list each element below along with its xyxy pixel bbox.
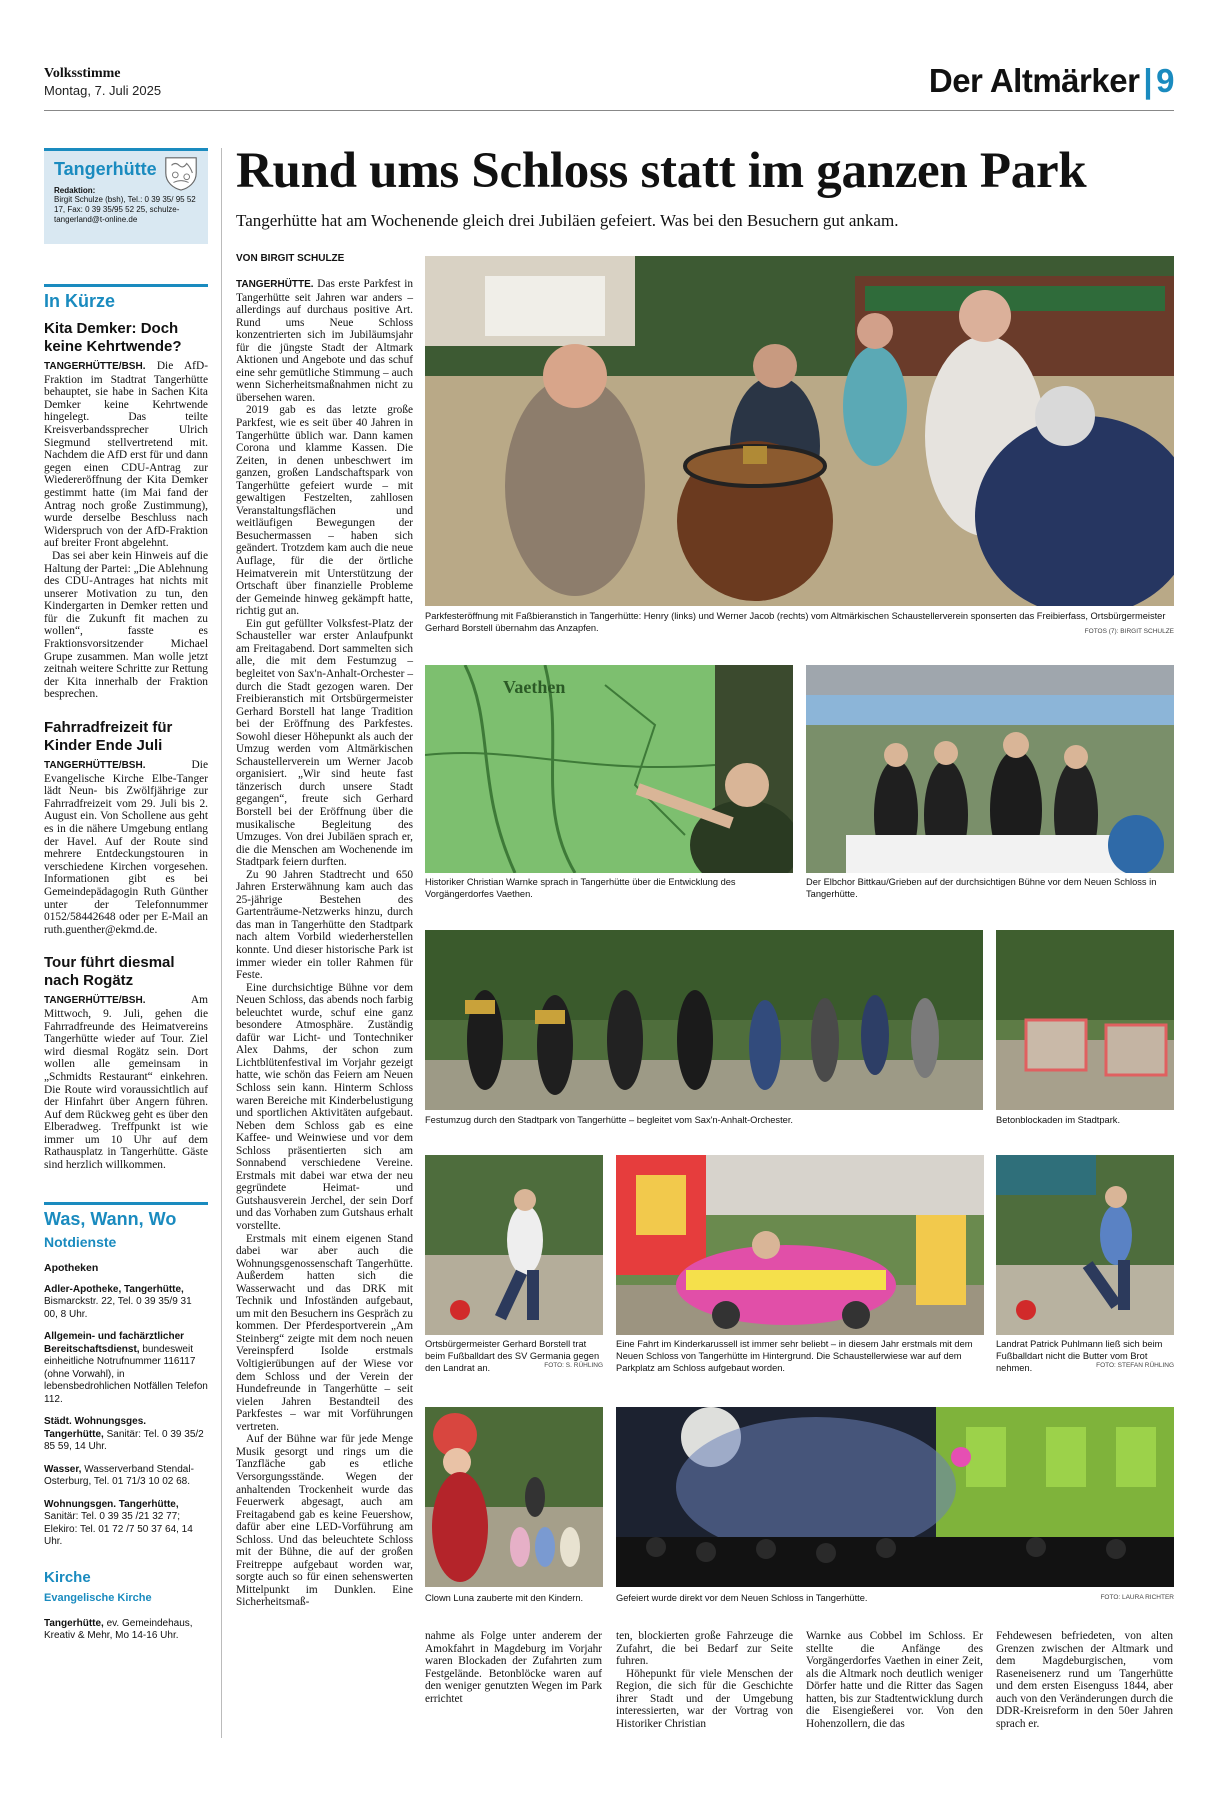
brief-body	[44, 759, 208, 936]
service-entry	[44, 1464, 208, 1489]
brief-text: Am Mittwoch, 9. Juli, gehen die Fahrradfreunde des Heimatvereins Tangerhütte wieder auf Tour. Ziel wird diesmal Rogätz sein. Dort wollen alle gemeinsam in „Schmidts Restaurant“ einkehren. Die Route wird voraussichtlich auf der Hinfahrt über Angern führen. Auf dem Rückweg geht es über den Elberadweg. Treffpunkt ist wie immer um 10 Uhr auf dem Rathausplatz in Tangerhütte. Gäste sind herzlich willkommen.	[44, 994, 208, 1172]
brief-text: Die AfD-Fraktion im Stadtrat Tangerhütte behauptet, sie habe in Sachen Kita Demker keine Kehrtwende hingelegt. Das teilte Kreisverbandssprecher Ulrich Siegmund stellvertretend mit. Nachdem die AfD erst für und dann gegen einen CDU-Antrag zur Wiedereröffnung der Kita Demker gestimmt hatte (im Mai fand der Antrag noch große Zustimmung), wurde derselbe Beschluss nach Widerspruch von der AfD-Fraktion auf breiter Front abgelehnt.	[44, 360, 208, 550]
article-paragraph: Das erste Parkfest in Tangerhütte seit Jahren war anders – allerdings auf durchaus positive Art. Rund ums Neue Schloss konzentrierten sich im Jubiläumsjahr für die jüngste Stadt der Altmark Aktionen und Angebote und das schuf eine sehr gemütliche Stimmung – auch wenn Sicherheitsmaßnahmen nicht zu übersehen waren.	[236, 278, 414, 404]
photo-caption: Gefeiert wurde direkt vor dem Neuen Schloss in Tangerhütte.	[616, 1593, 868, 1603]
church-entry	[44, 1618, 208, 1643]
photo-caption: Historiker Christian Warnke sprach in Tangerhütte über die Entwicklung des Vorgängerdorfes Vaethen.	[425, 877, 736, 899]
ev-kirche-heading: Evangelische Kirche	[44, 1591, 152, 1604]
brief-item	[44, 954, 208, 1171]
brief-lead: TANGERHÜTTE/BSH.	[44, 995, 146, 1007]
brief-body	[44, 360, 208, 701]
article-column	[996, 1630, 1173, 1730]
article-headline: Rund ums Schloss statt im ganzen Park	[236, 143, 1087, 199]
photo-carousel	[616, 1155, 984, 1335]
photo-choir	[806, 665, 1174, 873]
column-divider	[221, 148, 222, 1738]
article-paragraph: Warnke aus Cobbel im Schloss. Er stellte die Anfänge des Vorgängerdorfes Vaethen in einer Zeit, als die Altmark noch deutlich weniger Dörfer hatte und die Ritter das Sagen hatten, bis zur Stadtentwicklung durch die Eisengießerei vor. Von den Hohenzollern, die das	[806, 1630, 983, 1730]
town-crest-icon	[162, 153, 200, 193]
photo-mayor-football	[425, 1155, 603, 1335]
brief-lead: TANGERHÜTTE/BSH.	[44, 361, 146, 372]
article-column	[806, 1630, 983, 1730]
photo-caption: Ortsbürgermeister Gerhard Borstell trat beim Fußballdart des SV Germania gegen den Landrat an.	[425, 1339, 600, 1373]
brief-lead: TANGERHÜTTE/BSH.	[44, 760, 146, 772]
service-entry	[44, 1416, 208, 1454]
photo-historian-map	[425, 665, 793, 873]
town-name: Tangerhütte	[54, 159, 157, 179]
service-text: Sanitär: Tel. 0 39 35/2 85 59, 14 Uhr.	[44, 1428, 204, 1453]
photo-caption: Festumzug durch den Stadtpark von Tangerhütte – begleitet vom Sax'n-Anhalt-Orchester.	[425, 1115, 794, 1125]
article-paragraph: Auf der Bühne war für jede Menge Musik gesorgt und rings um die Tanzfläche gab es etliche Versorgungsstände. Wegen der anhaltenden Trockenheit wurde das Feuerwerk abgesagt, auch am Freitagabend gab es keine Feuershow, dafür aber eine LED-Vorführung am Schloss. Und das beleuchtete Schloss mit der Bühne, die auf der großen Freitreppe aufgebaut worden war, sorgte auch so für einen sehenswerten Mittelpunkt im Dunklen. Eine Sicherheitsmaß-	[236, 1433, 413, 1609]
brief-title: Fahrradfreizeit für Kinder Ende Juli	[44, 719, 173, 755]
town-box	[44, 148, 208, 244]
service-entry	[44, 1331, 208, 1406]
section-name: Der Altmärker	[928, 62, 1140, 99]
photo-caption: Parkfesteröffnung mit Faßbieranstich in Tangerhütte: Henry (links) und Werner Jacob (rechts) vom Altmärkischen Schaustellerverein sponserten das Freibierfass, Ortsbürgermeister Gerhard Borstell übernahm das Anzapfen.	[425, 611, 1166, 633]
brief-title: Tour führt diesmal nach Rogätz	[44, 954, 175, 990]
article-byline: VON BIRGIT SCHULZE	[236, 253, 345, 264]
in-kuerze-heading: In Kürze	[44, 284, 208, 312]
photo-caption: Landrat Patrick Puhlmann ließ sich beim Fußballdart nicht die Butter vom Brot nehmen.	[996, 1339, 1163, 1373]
brief-title: Kita Demker: Doch keine Kehrtwende?	[44, 320, 182, 355]
photo-barrel-tapping	[425, 256, 1174, 606]
article-paragraph: Eine durchsichtige Bühne vor dem Neuen Schloss, das abends noch farbig beleuchtet wurde, schuf eine ganz besondere Atmosphäre. Zuständig dafür war Licht- und Tontechniker Alex Dahms, der schon zum Lichtblütenfestival im Vorjahr gezeigt hatte, wie schön das Feiern am Neuen Schloss sein kann. Hinterm Schloss waren Bereiche mit Kinderbelustigung und sportlichen Aktivitäten aufgebaut. Neben dem Schloss gab es eine Kaffee- und Weinwiese und vor dem Schloss präsentierten sich am Sonnabend verschiedene Vereine. Erstmals mit dabei war etwa der neu gegründete Heimat- und Gutshausverein Jerchel, der sein Dorf und das Vorhaben zum Gutshaus erhalt vorstellte.	[236, 981, 413, 1233]
photo-caption: Eine Fahrt im Kinderkarussell ist immer sehr beliebt – in diesem Jahr erstmals mit dem Neuen Schloss von Tangerhütte im Hintergrund. Die Schaustellerwiese war auf dem Parkplatz am Schloss aufgebaut worden.	[616, 1339, 973, 1373]
photo-landrat-football	[996, 1155, 1174, 1335]
photo-concrete-blocks	[996, 930, 1174, 1110]
service-text: Bismarckstr. 22, Tel. 0 39 35/9 31 00, 8 Uhr.	[44, 1296, 192, 1320]
article-paragraph: Höhepunkt für viele Menschen der Region, die sich für die Geschichte ihrer Stadt und der Umgebung interessierten, war der Vortrag von Historiker Christian	[616, 1667, 793, 1730]
article-column	[425, 1630, 602, 1705]
church-text: ev. Gemeindehaus, Kreativ & Mehr, Mo 14-16 Uhr.	[44, 1617, 193, 1642]
redaktion-label: Redaktion:	[54, 186, 96, 195]
service-text: bundesweit einheitliche Notrufnummer 116117 (ohne Vorwahl), in lebensbedrohlichen Notfällen Telefon 112.	[44, 1343, 208, 1405]
issue-date: Montag, 7. Juli 2025	[44, 83, 162, 98]
photo-credit: FOTO: LAURA RICHTER	[1100, 1594, 1174, 1601]
article-subheadline: Tangerhütte hat am Wochenende gleich drei Jubiläen gefeiert. Was bei den Besuchern gut ankam.	[236, 211, 899, 230]
photo-credit: FOTO: S. RÜHLING	[544, 1362, 603, 1369]
photo-caption: Betonblockaden im Stadtpark.	[996, 1115, 1121, 1125]
service-text: Wasserverband Stendal-Osterburg, Tel. 01 71/3 10 02 68.	[44, 1463, 194, 1488]
church-name: Tangerhütte,	[44, 1617, 104, 1629]
article-paragraph: Ein gut gefüllter Volksfest-Platz der Schausteller war erster Anlaufpunkt am Freitagabend. Dort sammelten sich alle, die mit dem Festumzug – begleitet von Sax'n-Anhalt-Orchester – durch die Stadt gezogen waren. Der Freibieranstich mit Ortsbürgermeister Gerhard Borstell hat lange Tradition bei der Eröffnung des Parkfestes. Sowohl dieser Höhepunkt als auch der Umzug werden vom Altmärkischen Schaustellerverein um Werner Jacob organisiert. „Wir sind heute fast tänzerisch durch unsere Stadt gegangen“, freute sich Gerhard Borstell bei der Eröffnung über die musikalische Begleitung des Umzuges. Von drei Jubiläen sprach er, die die Menschen am Wochenende im Stadtpark feiern durften.	[236, 617, 413, 869]
service-name: Wohnungsgen. Tangerhütte,	[44, 1498, 179, 1510]
brief-item	[44, 320, 208, 701]
masthead	[44, 66, 161, 98]
service-name: Allgemein- und fachärztlicher Bereitschaftsdienst,	[44, 1331, 185, 1355]
photo-clown	[425, 1407, 603, 1587]
service-text: Sanitär: Tel. 0 39 35 /21 32 77; Elekiro: Tel. 01 72 /7 50 37 64, 14 Uhr.	[44, 1511, 193, 1548]
article-column	[616, 1630, 793, 1730]
photo-caption: Der Elbchor Bittkau/Grieben auf der durchsichtigen Bühne vor dem Neuen Schloss in Tangerhütte.	[806, 877, 1157, 899]
article-lead: TANGERHÜTTE.	[236, 279, 314, 290]
service-entry	[44, 1284, 208, 1322]
map-label: Vaethen	[503, 677, 566, 697]
left-column	[44, 148, 208, 1643]
brief-item	[44, 719, 208, 936]
brief-text-2: Das sei aber kein Hinweis auf die Haltung der Partei: „Die Ablehnung des CDU-Antrages hat nichts mit unserer Motivation zu tun, den Kindergarten in Demker retten und für die Zukunft fit machen zu wollen“, fasste es Fraktionsvorsitzender Michael Grupe zusammen. Man wolle jetzt zeitnah weitere Schritte zur Rettung der Kita innerhalb der Fraktion besprechen.	[44, 549, 208, 701]
notdienste-heading: Notdienste	[44, 1233, 117, 1250]
apotheken-heading: Apotheken	[44, 1261, 99, 1274]
service-name: Wasser,	[44, 1463, 82, 1475]
photo-credit: FOTO: STEFAN RÜHLING	[1096, 1362, 1174, 1369]
page-number: 9	[1156, 62, 1174, 99]
brief-text: Die Evangelische Kirche Elbe-Tanger lädt Neun- bis Zwölfjährige zur Fahrradfreizeit vom 29. Juli bis 2. August ein. Von Schollene aus geht es in die nähere Umgebung entlang der Havel. Auf der Route sind mehrere Entdeckungstouren in verschiedene Kirchen vorgesehen. Informationen gibt es bei Gemeindepädagogin Ruth Günther unter der Telefonnummer 0152/58442648 oder per E-Mail an ruth.guenther@ekmd.de.	[44, 759, 208, 936]
redaktion-contact: Birgit Schulze (bsh), Tel.: 0 39 35/ 95 52 17, Fax: 0 39 35/95 52 25, schulze-tangerland@t-online.de	[54, 195, 196, 224]
photo-parade	[425, 930, 983, 1110]
service-name: Städt. Wohnungsges. Tangerhütte,	[44, 1416, 147, 1440]
article-paragraph: Erstmals mit einem eigenen Stand dabei war aber auch die Wohnungsgenossenschaft Tangerhütte. Außerdem hatten sich die Wasserwacht und das DRK mit Technik und Infoständen aufgebaut, um mit den Besuchern ins Gespräch zu kommen. Der Pferdesportverein „Am Steinberg“ zeigte mit dem noch neuen Vereinspferd Isolde erstmals Voltigierübungen auf der Wiese vor dem Schloss und der Verein der Hundefreunde in Tangerhütte – seit vielen Jahren Bestandteil des Parkfestes – war mit Vorführungen vertreten.	[236, 1232, 413, 1433]
section-title	[929, 62, 1174, 100]
article-paragraph: 2019 gab es das letzte große Parkfest, wie es seit über 40 Jahren in Tangerhütte üblich war. Dann kamen Corona und klamme Kassen. Die Zeiten, in denen unbeschwert im ganzen, großen Landschaftspark von Tangerhütte gefeiert wurde – mit gewaltigen Festzelten, zahllosen Veranstaltungsflächen und weitläufigen Bewegungen der Besuchermassen – haben sich geändert. Trotzdem kam auch die neue Auflage, für die der örtliche Heimatverein mit Unterstützung der Ortschaft über finanzielle Probleme der Gemeinde hinweg gekämpft hatte, richtig gut an.	[236, 404, 413, 618]
service-entry	[44, 1499, 208, 1549]
services-heading: Was, Wann, Wo	[44, 1202, 208, 1230]
section-separator: |	[1143, 62, 1153, 99]
header-rule	[44, 110, 1174, 111]
photo-credit: FOTOS (7): BIRGIT SCHULZE	[1084, 628, 1174, 635]
article-body	[236, 278, 413, 1609]
photo-caption: Clown Luna zauberte mit den Kindern.	[425, 1593, 584, 1603]
article-paragraph: Zu 90 Jahren Stadtrecht und 650 Jahren Ersterwähnung kam auch das 25-jährige Bestehen des Gartenträume-Netzwerks hinzu, durch das man in Tangerhütte den Stadtpark nach altem Vorbild wiederherstellen konnte. Und dieser historische Park ist immer wieder ein toller Rahmen für Feste.	[236, 868, 413, 982]
photo-stage-night	[616, 1407, 1174, 1587]
kirche-heading: Kirche	[44, 1568, 91, 1586]
article-paragraph: Fehdewesen befriedeten, von alten Grenzen zwischen der Altmark und dem Magdeburgischen, vom Raseneisenerz rund um Tangerhütte und dem ersten Eisenguss 1844, aber auch von den Veränderungen durch die DDR-Kreisreform in den 50er Jahren sprach er.	[996, 1630, 1173, 1730]
service-name: Adler-Apotheke, Tangerhütte,	[44, 1283, 184, 1295]
article-paragraph: nahme als Folge unter anderem der Amokfahrt in Magdeburg im Vorjahr waren Blockaden der Zufahrten zum Festgelände. Betonblöcke waren auf den weniger genutzten Wegen im Park errichtet	[425, 1630, 602, 1705]
brief-body	[44, 994, 208, 1171]
article-paragraph: ten, blockierten große Fahrzeuge die Zufahrt, die bei Bedarf zur Seite fuhren.	[616, 1630, 793, 1668]
paper-name: Volksstimme	[44, 66, 121, 81]
